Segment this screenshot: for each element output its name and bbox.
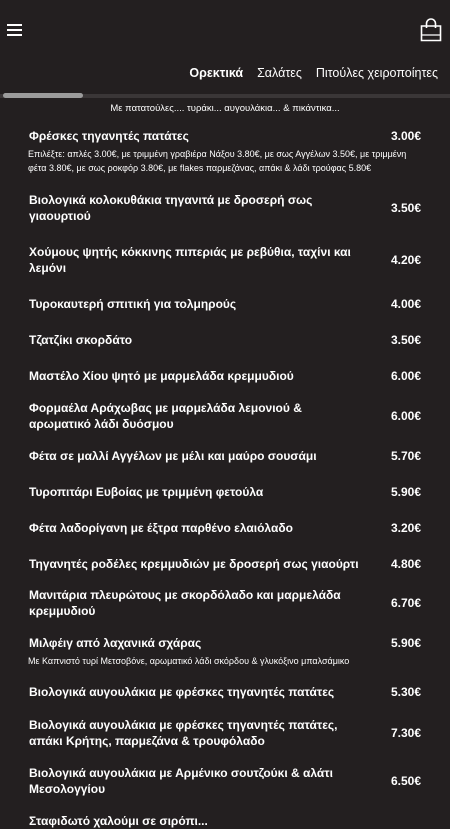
menu-item[interactable]	[29, 296, 421, 312]
item-name: Βιολογικά αυγουλάκια με φρέσκες τηγανητές πατάτες	[29, 685, 335, 699]
tab-orektika[interactable]: Ορεκτικά	[189, 66, 244, 80]
item-name: Φέτα σε μαλλί Αγγέλων με μέλι και μαύρο σουσάμι	[29, 449, 317, 463]
menu-item[interactable]	[29, 717, 421, 749]
item-price: 3.50€	[390, 201, 421, 215]
item-price: 4.80€	[390, 557, 421, 571]
item-price: 4.00€	[390, 297, 421, 311]
tab-pitoules[interactable]: Πιτούλες χειροποίητες	[315, 66, 438, 80]
menu-item[interactable]	[29, 484, 421, 500]
menu-item[interactable]	[29, 587, 421, 619]
menu-item[interactable]	[29, 400, 421, 432]
menu-item[interactable]	[29, 368, 421, 384]
top-bar	[0, 0, 450, 62]
item-price: 6.00€	[390, 409, 421, 423]
item-name: Τζατζίκι σκορδάτο	[29, 333, 133, 347]
item-price: 5.70€	[390, 449, 421, 463]
item-price: 6.70€	[390, 596, 421, 610]
hamburger-menu-icon[interactable]	[7, 24, 22, 36]
menu-item[interactable]	[29, 684, 421, 700]
item-name: Φρέσκες τηγανητές πατάτες	[29, 129, 189, 143]
menu-list	[29, 128, 421, 829]
menu-item[interactable]	[29, 520, 421, 536]
item-name: Τυροκαυτερή σπιτική για τολμηρούς	[29, 297, 237, 311]
item-name: Τηγανητές ροδέλες κρεμμυδιών με δροσερή σως γιαούρτι	[29, 557, 359, 571]
menu-item[interactable]	[29, 244, 421, 276]
menu-item[interactable]	[29, 192, 421, 224]
item-name: Φέτα λαδορίγανη με έξτρα παρθένο ελαιόλαδο	[29, 521, 293, 535]
item-name: Σταφιδωτό χαλούμι σε σιρόπι...	[29, 814, 208, 828]
menu-item[interactable]	[29, 813, 421, 829]
item-price: 3.00€	[390, 129, 421, 143]
item-name: Μιλφέιγ από λαχανικά σχάρας	[29, 636, 202, 650]
item-description: Με Καπνιστό τυρί Μετσοβόνε, αρωματικό λάδι σκόρδου & γλυκόξινο μπαλσάμικο	[28, 656, 350, 666]
item-price: 6.00€	[390, 369, 421, 383]
tabs-scrollbar[interactable]	[0, 92, 450, 100]
category-tabs	[189, 66, 438, 80]
scrollbar-thumb[interactable]	[3, 93, 83, 98]
menu-item[interactable]	[29, 332, 421, 348]
menu-item[interactable]	[29, 128, 421, 175]
item-price: 5.90€	[390, 485, 421, 499]
item-description: Επιλέξτε: απλές 3.00€, με τριμμένη γραβιέρα Νάξου 3.80€, με σως Αγγέλων 3.50€, με τριμμένη φέτα 3.80€, με σως ροκφόρ 3.80€, με flakes παρμεζάνας, απάκι & λάδι τρούφας 5.80€	[28, 149, 407, 173]
item-price: 5.90€	[390, 636, 421, 650]
tab-salates[interactable]: Σαλάτες	[257, 66, 302, 80]
shopping-bag-icon[interactable]	[420, 18, 442, 42]
menu-item[interactable]	[29, 765, 421, 797]
item-name: Χούμους ψητής κόκκινης πιπεριάς με ρεβύθια, ταχίνι και λεμόνι	[29, 245, 351, 275]
item-name: Μανιτάρια πλευρώτους με σκορδόλαδο και μαρμελάδα κρεμμυδιού	[29, 588, 341, 618]
item-price: 7.30€	[390, 726, 421, 740]
item-name: Μαστέλο Χίου ψητό με μαρμελάδα κρεμμυδιού	[29, 369, 294, 383]
item-name: Τυροπιτάρι Ευβοίας με τριμμένη φετούλα	[29, 485, 264, 499]
item-name: Βιολογικά κολοκυθάκια τηγανιτά με δροσερή σως γιαουρτιού	[29, 193, 313, 223]
item-name: Βιολογικά αυγουλάκια με φρέσκες τηγανητές πατάτες, απάκι Κρήτης, παρμεζάνα & τρουφόλαδο	[29, 718, 338, 748]
item-name: Φορμαέλα Αράχωβας με μαρμελάδα λεμονιού & αρωματικό λάδι δυόσμου	[29, 401, 302, 431]
category-intro: Με πατατούλες.... τυράκι... αυγουλάκια... & πικάντικα...	[110, 103, 340, 114]
item-name: Βιολογικά αυγουλάκια με Αρμένικο σουτζούκι & αλάτι Μεσολογγίου	[29, 766, 333, 796]
item-price: 5.30€	[390, 685, 421, 699]
item-price: 3.50€	[390, 333, 421, 347]
item-price: 6.50€	[390, 774, 421, 788]
menu-item[interactable]	[29, 635, 421, 668]
item-price: 3.20€	[390, 521, 421, 535]
item-price: 4.20€	[390, 253, 421, 267]
menu-item[interactable]	[29, 448, 421, 464]
menu-item[interactable]	[29, 556, 421, 572]
